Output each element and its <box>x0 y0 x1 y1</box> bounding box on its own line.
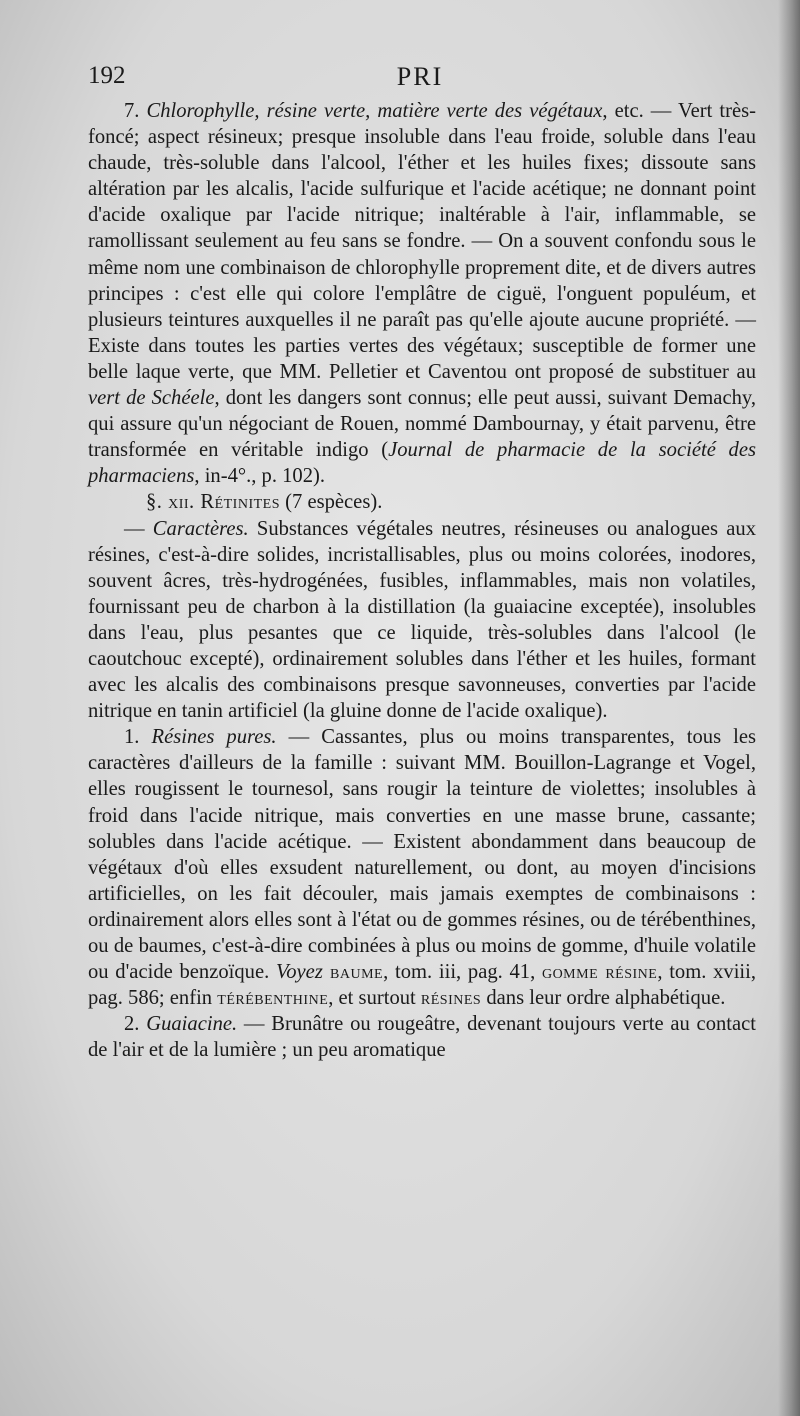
entry-text: , etc. — Vert très-foncé; aspect résineux; presque insoluble dans l'eau froide, soluble dans l'eau chaude, très-soluble dans l'alcool, l'éther et les huiles fixes; dissoute sans altération par les alcalis, l'acide sulfurique et l'acide acétique; ne donnant point d'acide oxalique par l'acide nitrique; inaltérable à l'air, inflammable, se ramollissant seulement au feu sans se fondre. — On a souvent confondu sous le même nom une combinaison de chlorophylle proprement dite, et de divers autres principes : c'est elle qui colore l'emplâtre de ciguë, l'onguent populéum, et plusieurs teintures auxquelles il ne paraît pas qu'elle ajoute aucune propriété. — Existe dans toutes les parties vertes des végétaux; susceptible de former une belle laque verte, que MM. Pelletier et Caventou ont proposé de substituer au <box>88 100 757 383</box>
entry-title: Guaiacine. <box>146 1013 238 1036</box>
entry-number: 2. <box>124 1013 147 1036</box>
entry-number: 7. <box>124 100 147 122</box>
dash: — <box>124 517 153 540</box>
page-body <box>88 98 756 1063</box>
caracteres-label: Caractères. <box>152 517 249 540</box>
voyez-label: Voyez <box>275 961 323 984</box>
cross-reference: baume <box>322 961 384 984</box>
page-gutter-shadow <box>778 0 800 1416</box>
entry-number: 1. <box>124 726 152 749</box>
cross-reference: gomme résine <box>541 961 658 984</box>
journal-citation: Journal de pharmacie de la société des pharmaciens <box>88 439 756 488</box>
paragraph-resines-pures <box>88 724 756 1011</box>
section-title: Rétinites <box>200 491 280 514</box>
caracteres-text: Substances végétales neutres, résineuses ou analogues aux résines, c'est-à-dire solides, incristallisables, plus ou moins colorées, inodores, souvent âcres, très-hydrogénées, fusibles, inflammables, mais non volatiles, fournissant peu de charbon à la distillation (la guaiacine exceptée), insolubles dans l'eau, plus pesantes que ce liquide, très-solubles dans l'alcool (le caoutchouc excepté), ordinairement solubles dans l'éther et les huiles, formant avec les alcalis des combinaisons presque savonneuses, converties par l'acide nitrique en tanin artificiel (la gluine donne de l'acide oxalique). <box>88 517 756 723</box>
entry-text: — Cassantes, plus ou moins transparentes, tous les caractères d'ailleurs de la famille : suivant MM. Bouillon-Lagrange et Vogel, elles rougissent le tournesol, sans rougir la teinture de violettes; insolubles à froid dans l'acide nitrique, mais converties en une masse brune, cassante; solubles dans l'acide acétique. — Existent abondamment dans beaucoup de végétaux d'où elles exsudent naturellement, ou dont, au moyen d'incisions artificielles, on les fait découler, mais jamais exemptes de combinaisons : ordinairement alors elles sont à l'état ou de gommes résines, ou de térébenthines, ou de baumes, c'est-à-dire combinées à plus ou moins de gomme, d'huile volatile ou d'acide benzoïque. <box>88 726 757 984</box>
paragraph-caracteres <box>88 516 756 725</box>
cross-reference: térébenthine <box>217 987 329 1010</box>
entry-text: — Brunâtre ou rougeâtre, devenant toujours verte au contact de l'air et de la lumière ; un peu aromatique <box>88 1013 757 1062</box>
entry-text: dans leur ordre alphabétique. <box>481 987 726 1010</box>
entry-text: , et surtout <box>328 987 421 1010</box>
entry-text: , tom. iii, pag. 41, <box>383 961 542 984</box>
entry-text: , dont les dangers sont connus; elle peut aussi, suivant Demachy, qui assure qu'un négociant de Rouen, nommé Dambournay, y était parvenu, être transformée en véritable indigo ( <box>88 387 756 462</box>
cross-reference: résines <box>420 987 482 1010</box>
page-number: 192 <box>88 62 126 89</box>
italic-term: vert de Schéele <box>88 387 215 410</box>
paragraph-guaiacine <box>88 1011 756 1063</box>
page-header <box>80 62 760 98</box>
entry-text: , in-4°., p. 102). <box>194 465 326 488</box>
entry-title: Résines pures. <box>151 726 277 749</box>
section-heading <box>88 489 756 515</box>
paragraph-chlorophylle <box>88 98 756 489</box>
section-number: §. xii. <box>146 491 201 514</box>
running-head: PRI <box>396 62 444 91</box>
entry-text: , tom. xviii, pag. 586; enfin <box>88 961 757 1010</box>
section-count: (7 espèces). <box>280 491 383 514</box>
entry-title: Chlorophylle, résine verte, matière verte des végétaux <box>146 100 603 122</box>
